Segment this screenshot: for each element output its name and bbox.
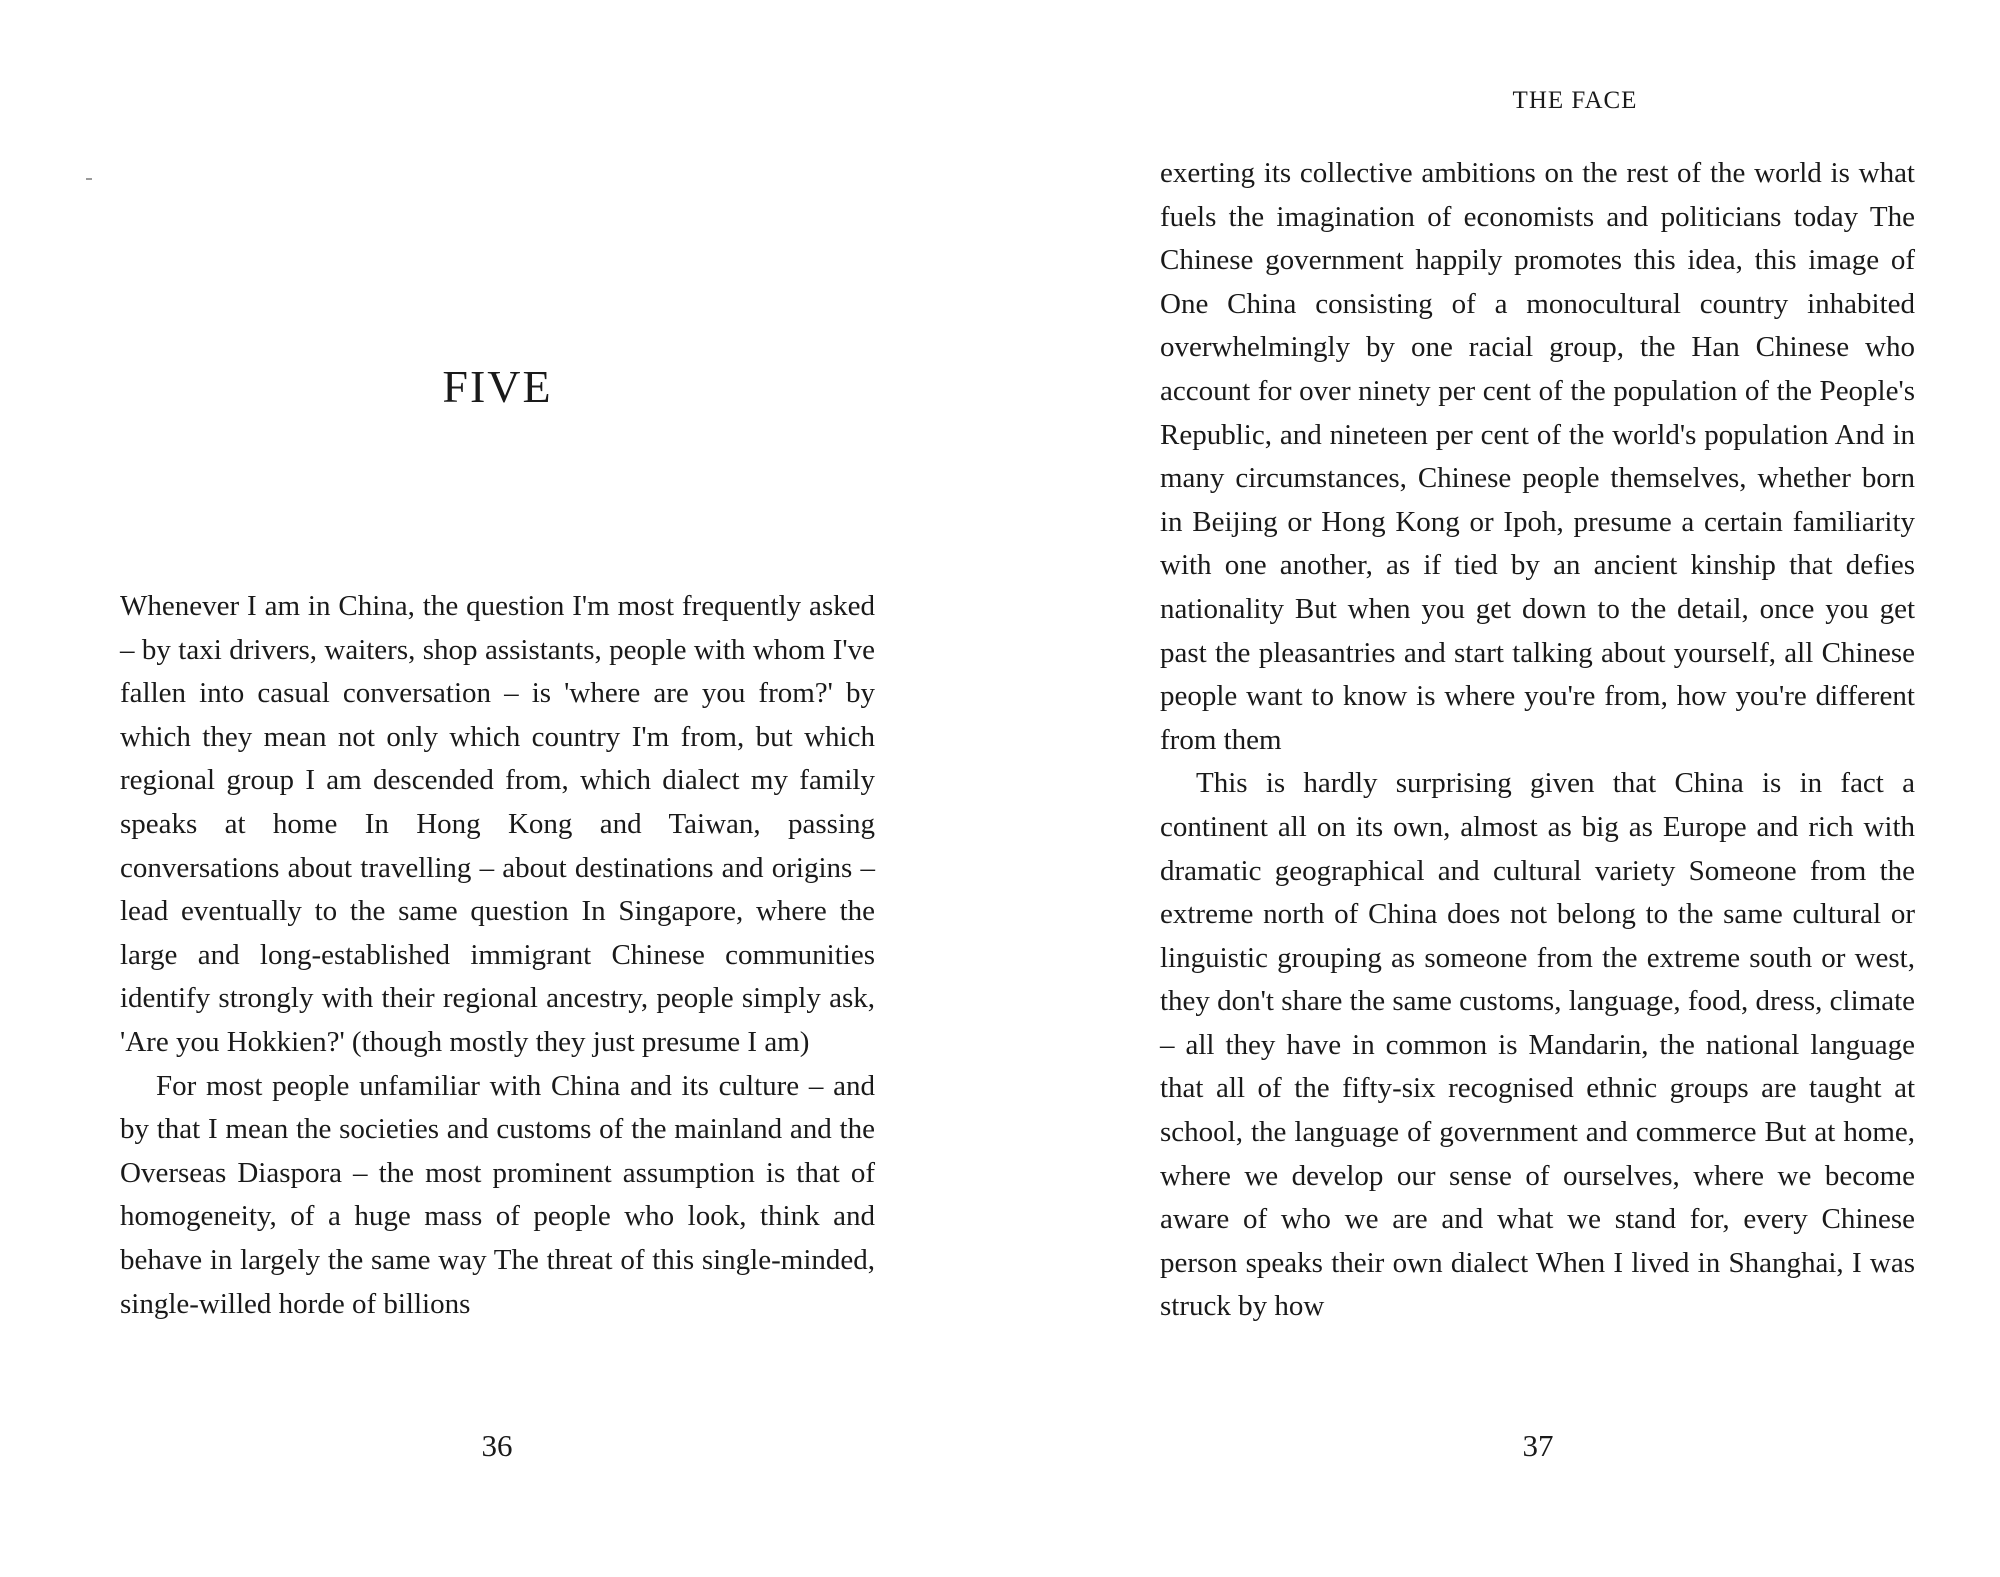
right-page-body (1160, 152, 1915, 1329)
scan-speck (86, 178, 92, 180)
left-paragraph-2: For most people unfamiliar with China and its culture – and by that I mean the societies and customs of the mainland and the Overseas Diaspora – the most prominent assumption is that of homogeneity, of a huge mass of people who look, think and behave in largely the same way The threat of this single-minded, single-willed horde of billions (120, 1069, 875, 1320)
left-page-number: 36 (481, 1428, 513, 1463)
chapter-title: FIVE (442, 361, 553, 412)
right-page-number: 37 (1522, 1428, 1554, 1463)
right-page (1000, 0, 2000, 1577)
right-paragraph-1: exerting its collective ambitions on the rest of the world is what fuels the imagination of economists and politicians today The Chinese government happily promotes this idea, this image of One China consisting of a monocultural country inhabited overwhelmingly by one racial group, the Han Chinese who account for over ninety per cent of the population of the People's Republic, and nineteen per cent of the world's population And in many circumstances, Chinese people themselves, whether born in Beijing or Hong Kong or Ipoh, presume a certain familiarity with one another, as if tied by an ancient kinship that defies nationality But when you get down to the detail, once you get past the pleasantries and start talking about yourself, all Chinese people want to know is where you're from, how you're different from them (1160, 157, 1915, 756)
left-page-body (120, 585, 875, 1326)
running-head: THE FACE (1512, 87, 1638, 114)
left-paragraph-1: Whenever I am in China, the question I'm most frequently asked – by taxi drivers, waiters, shop assistants, people with whom I've fallen into casual conversation – is 'where are you from?' by which they mean not only which country I'm from, but which regional group I am descended from, which dialect my family speaks at home In Hong Kong and Taiwan, passing conversations about travelling – about destinations and origins – lead eventually to the same question In Singapore, where the large and long-established immigrant Chinese communities identify strongly with their regional ancestry, people simply ask, 'Are you Hokkien?' (though mostly they just presume I am) (120, 590, 875, 1058)
right-paragraph-2: This is hardly surprising given that China is in fact a continent all on its own, almost as big as Europe and rich with dramatic geographical and cultural variety Someone from the extreme north of China does not belong to the same cultural or linguistic grouping as someone from the extreme south or west, they don't share the same customs, language, food, dress, climate – all they have in common is Mandarin, the national language that all of the fifty-six recognised ethnic groups are taught at school, the language of government and commerce But at home, where we develop our sense of ourselves, where we become aware of who we are and what we stand for, every Chinese person speaks their own dialect When I lived in Shanghai, I was struck by how (1160, 767, 1915, 1323)
